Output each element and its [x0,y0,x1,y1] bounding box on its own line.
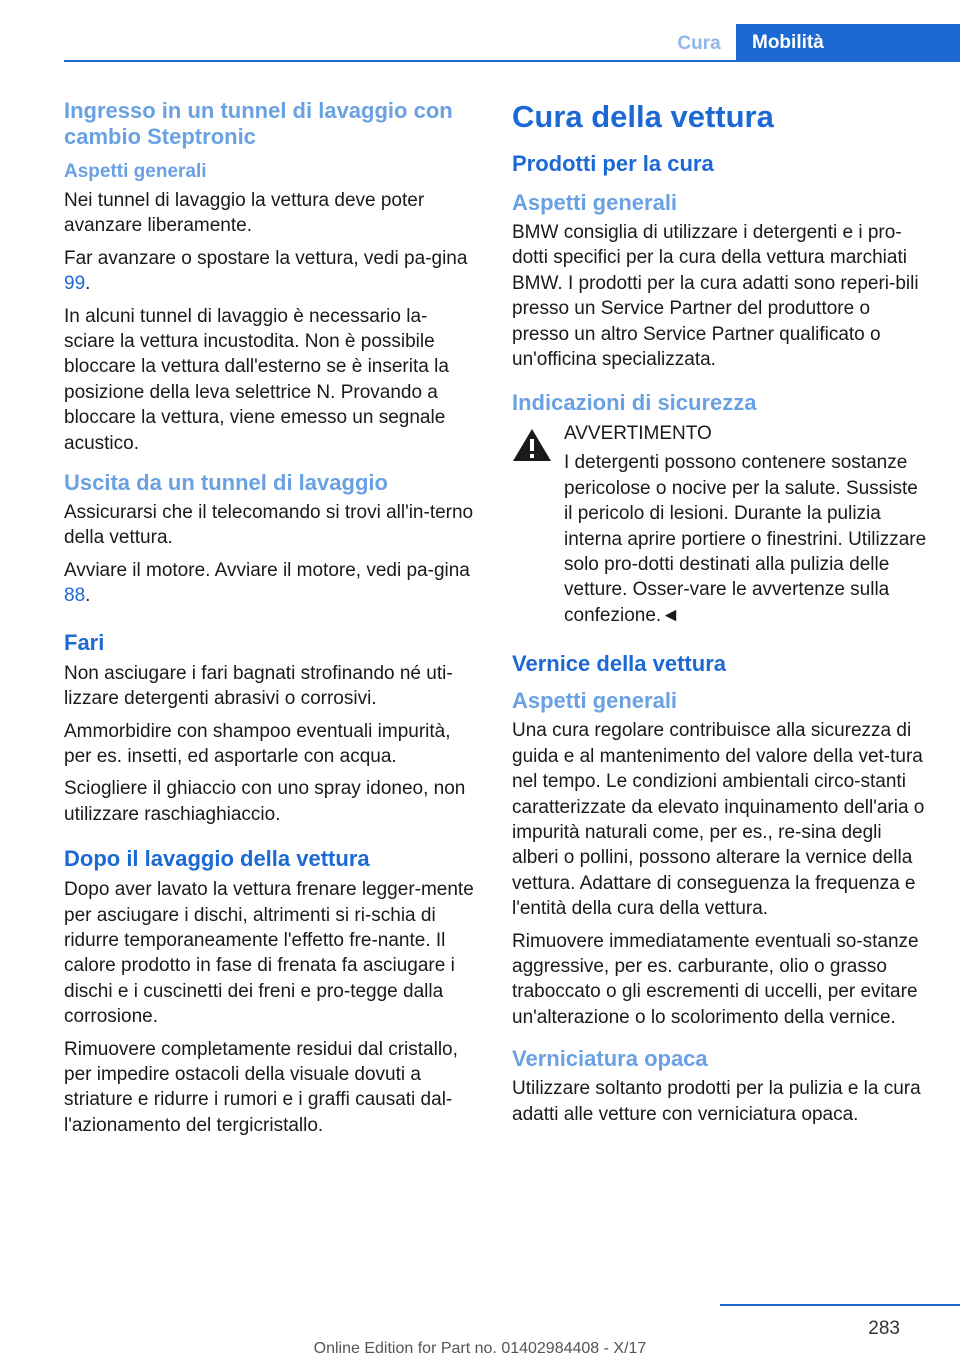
heading-aspetti-generali: Aspetti generali [512,190,678,215]
warning-body: I detergenti possono contenere sostanze pericolose o nocive per la salute. Sussiste il pericolo di lesioni. Durante la pulizia interna aprire portiere o finestrini. Utilizzare solo pro-dotti destinati alla pulizia delle vetture. Osser-vare le avvertenze sulla confezione.◄ [564,452,927,626]
paragraph: Far avanzare o spostare la vettura, vedi pa-gina 99. [64,247,468,295]
heading-aspetti-generali: Aspetti generali [64,161,207,182]
footer-rule [720,1304,960,1306]
edition-footer: Online Edition for Part no. 01402984408 - X/17 [313,1340,647,1357]
paragraph: Non asciugare i fari bagnati strofinando né uti-lizzare detergenti abrasivi o corrosivi. [64,662,453,710]
paragraph: Utilizzare soltanto prodotti per la pulizia e la cura adatti alle vetture con verniciatura opaca. [512,1078,921,1125]
left-column [64,98,478,1145]
heading-sicurezza: Indicazioni di sicurezza [512,390,757,416]
heading-verniciatura-opaca: Verniciatura opaca [512,1046,708,1072]
paragraph: Una cura regolare contribuisce alla sicurezza di guida e al mantenimento del valore della vet-tura nel tempo. Le condizioni ambientali circo-stanti caratterizzate da elevato inquinamento dell'aria o impurità naturali come, per es., re-sina degli alberi o pollini, possono alterare la vernice della vettura. Adattare di conseguenza la frequenza e l'entità della cura della vettura. [512,720,925,920]
warning-title: AVVERTIMENTO [564,423,712,445]
heading-ingresso: Ingresso in un tunnel di lavaggio con cambio Steptronic [64,98,453,149]
paragraph: Ammorbidire con shampoo eventuali impurità, per es. insetti, ed asportarle con acqua. [64,720,451,767]
paragraph: Rimuovere immediatamente eventuali so-stanze aggressive, per es. carburante, olio o grasso traboccato o gli escrementi di uccelli, per evitare un'alterazione o lo scolorimento della vernice. [512,930,919,1028]
paragraph: Nei tunnel di lavaggio la vettura deve poter avanzare liberamente. [64,190,425,237]
warning-triangle-icon [512,428,552,462]
page-link-88[interactable]: 88 [64,585,86,607]
tab-cura[interactable]: Cura [677,33,721,54]
heading-dopo-lavaggio: Dopo il lavaggio della vettura [64,846,370,872]
heading-cura-vettura: Cura della vettura [512,99,774,134]
tab-mobilita[interactable]: Mobilità [736,24,960,62]
heading-fari: Fari [64,629,105,655]
page-number: 283 [868,1318,900,1339]
paragraph: Avviare il motore. Avviare il motore, vedi pa-gina 88. [64,559,470,607]
heading-vernice: Vernice della vettura [512,651,726,677]
page-link-99[interactable]: 99 [64,273,86,295]
paragraph: In alcuni tunnel di lavaggio è necessario la-sciare la vettura incustodita. Non è possibile bloccare la vettura dall'esterno se è inserita la posizione della leva selettrice N. Provando a bloccare la vettura, viene emesso un segnale acustico. [64,305,449,454]
paragraph: BMW consiglia di utilizzare i detergenti e i pro-dotti specifici per la cura della vettura marchiati BMW. I prodotti per la cura adatti sono reperi-bili presso un Service Partner del produttore o presso un altro Service Partner qualificato o un'officina specializzata. [512,222,919,371]
header-rule [64,60,960,62]
heading-aspetti-generali: Aspetti generali [512,688,678,714]
warning-box [512,422,928,628]
heading-prodotti: Prodotti per la cura [512,151,714,176]
heading-uscita: Uscita da un tunnel di lavaggio [64,470,388,496]
paragraph: Sciogliere il ghiaccio con uno spray idoneo, non utilizzare raschiaghiaccio. [64,778,466,825]
paragraph: Dopo aver lavato la vettura frenare legger-mente per asciugare i dischi, altrimenti si ri-schia di ridurre temporaneamente l'effetto fre-nante. Il calore prodotto in fase di frenata fa asciugare i dischi e i cuscinetti dei freni e pro-tegge dalla corrosione. [64,879,474,1028]
paragraph: Rimuovere completamente residui dal cristallo, per impedire ostacoli della visuale dovuti a striature e ridurre i rumori e i graffi causati dal-l'azionamento del tergicristallo. [64,1038,458,1136]
right-column [512,98,928,1134]
paragraph: Assicurarsi che il telecomando si trovi all'in-terno della vettura. [64,502,474,549]
